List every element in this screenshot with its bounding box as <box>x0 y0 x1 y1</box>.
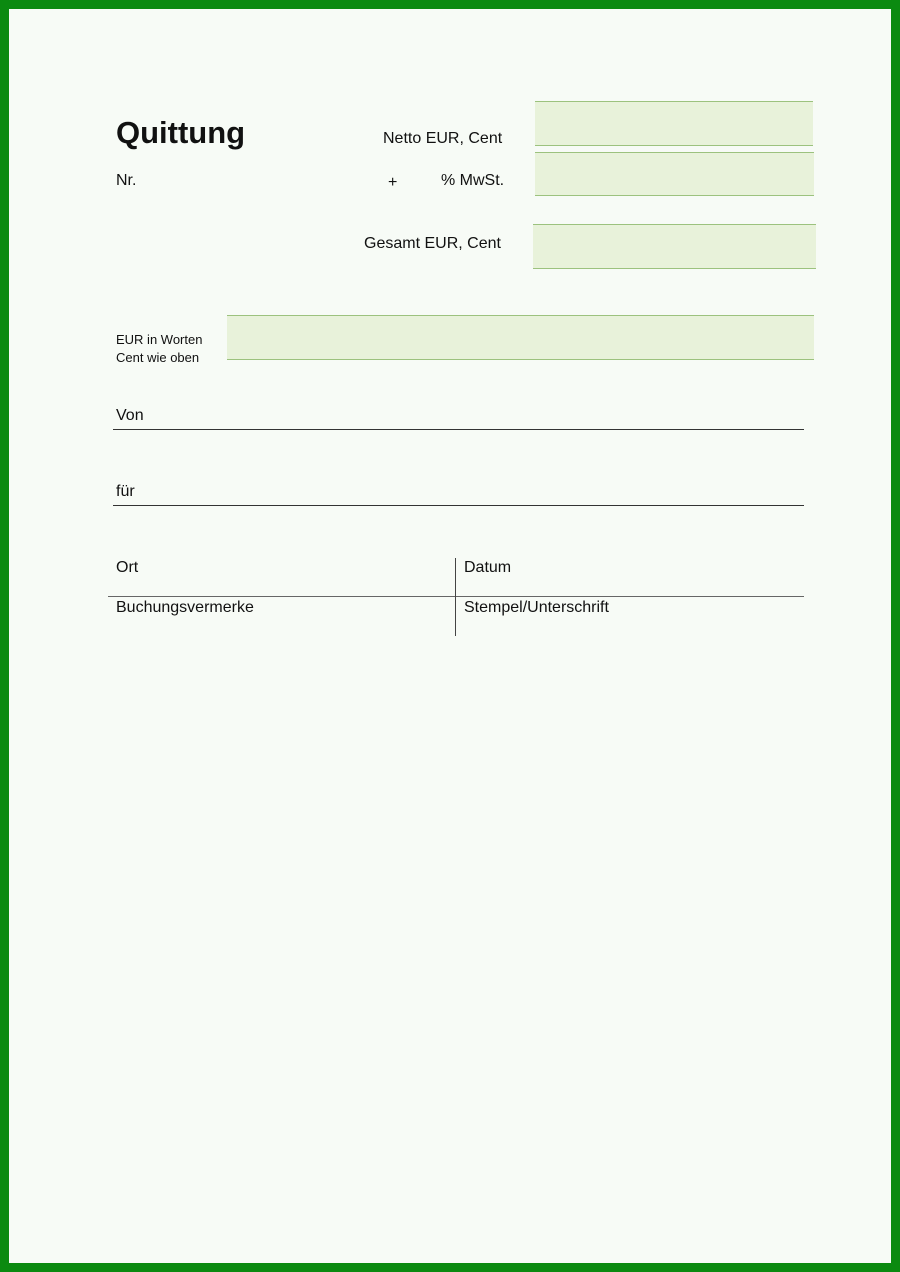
amount-in-words-field[interactable] <box>227 315 814 360</box>
number-label: Nr. <box>116 172 137 189</box>
cent-as-above-label: Cent wie oben <box>116 350 200 365</box>
booking-notes-label: Buchungsvermerke <box>116 599 254 616</box>
place-label: Ort <box>116 559 139 576</box>
receipt-title: Quittung <box>116 115 246 150</box>
total-amount-label: Gesamt EUR, Cent <box>364 235 501 252</box>
for-label: für <box>116 483 135 500</box>
net-amount-field[interactable] <box>535 101 813 146</box>
from-line[interactable] <box>113 429 804 430</box>
vat-label: % MwSt. <box>441 172 505 189</box>
plus-sign: + <box>388 174 398 191</box>
for-line[interactable] <box>113 505 804 506</box>
amount-in-words-label: EUR in Worten <box>116 332 203 347</box>
column-divider <box>455 558 456 636</box>
total-amount-field[interactable] <box>533 224 816 269</box>
net-amount-label: Netto EUR, Cent <box>383 130 503 147</box>
date-label: Datum <box>464 559 512 576</box>
vat-field[interactable] <box>535 152 814 196</box>
from-label: Von <box>116 407 144 424</box>
stamp-signature-label: Stempel/Unterschrift <box>464 599 609 616</box>
place-date-line[interactable] <box>108 596 804 597</box>
